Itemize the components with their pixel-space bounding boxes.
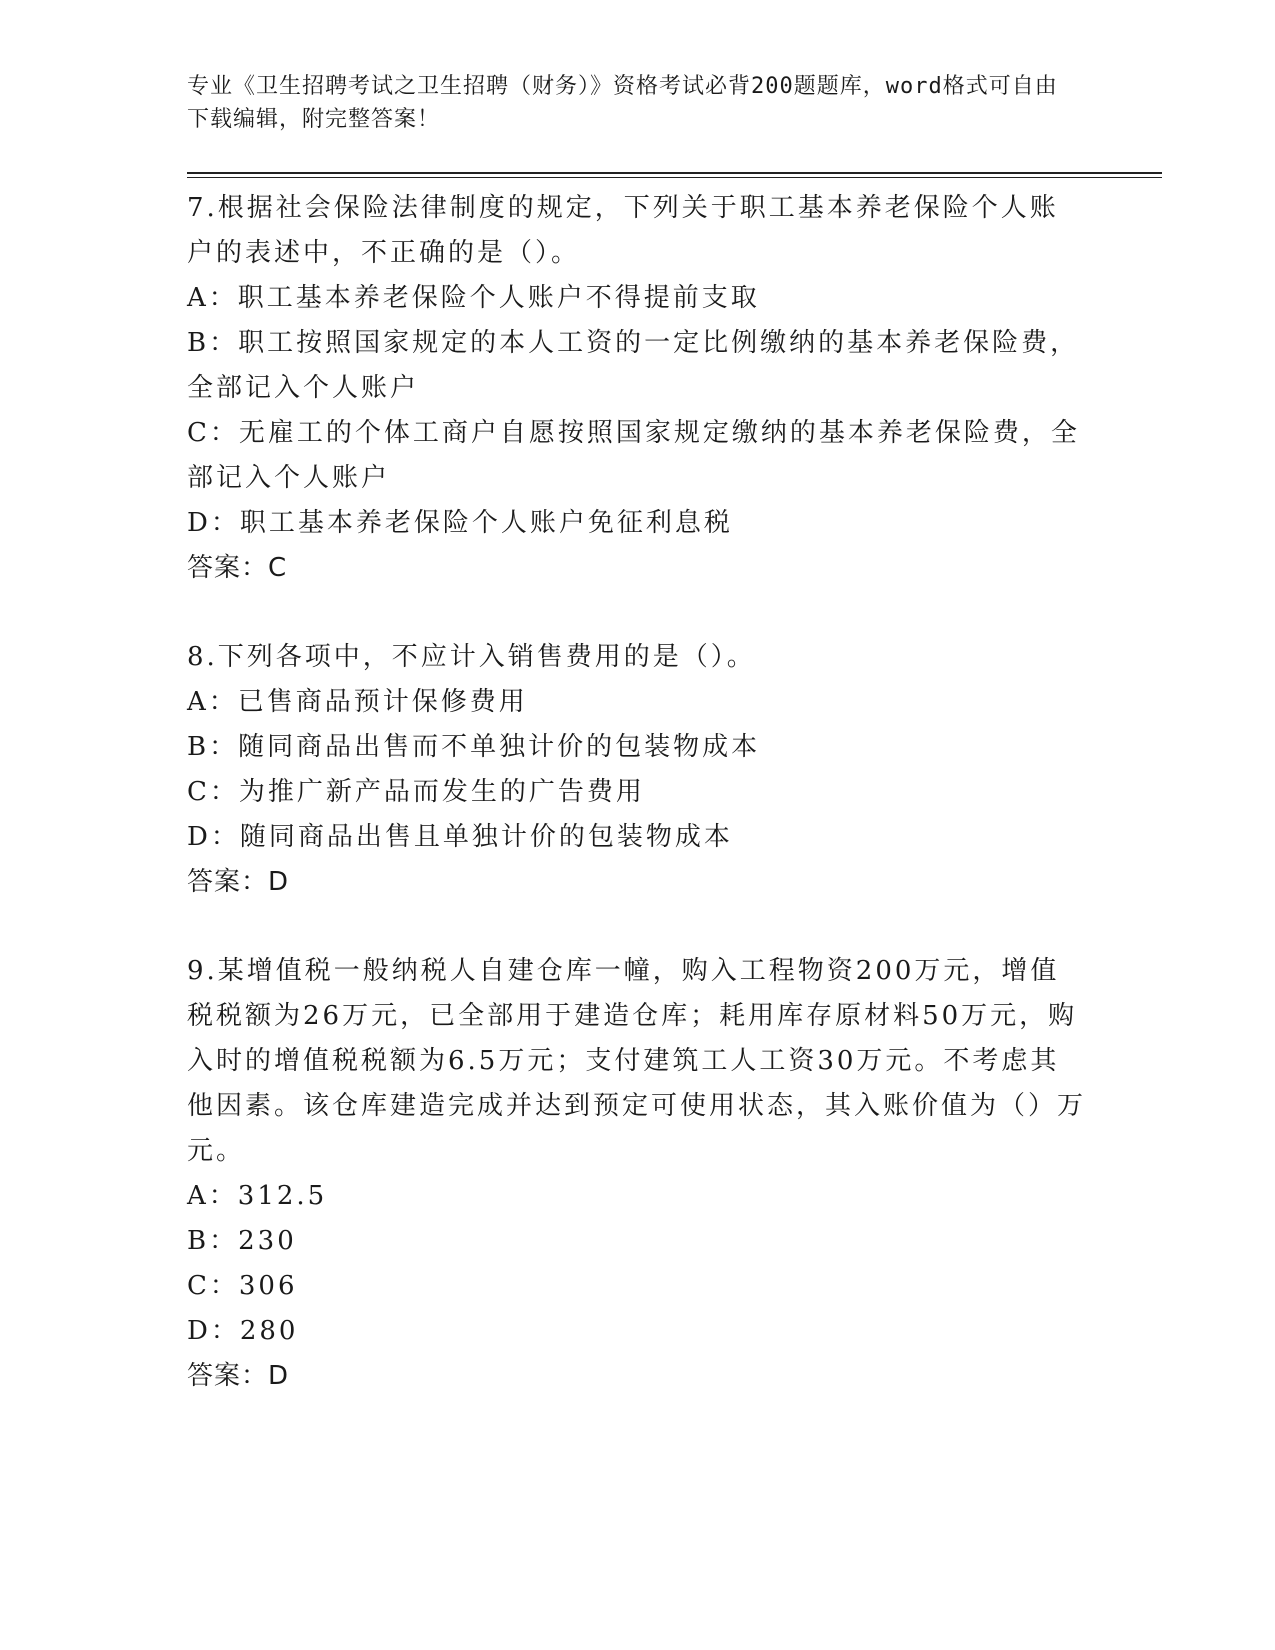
question-stem: 8.下列各项中，不应计入销售费用的是（）。	[187, 642, 756, 672]
option-a: A：已售商品预计保修费用	[187, 687, 528, 717]
option-c: C：无雇工的个体工商户自愿按照国家规定缴纳的基本养老保险费，全部记入个人账户	[187, 418, 1080, 493]
option-b: B：职工按照国家规定的本人工资的一定比例缴纳的基本养老保险费，全部记入个人账户	[187, 328, 1080, 403]
answer: 答案：C	[187, 553, 288, 583]
question-9	[187, 949, 1162, 1399]
question-stem: 9.某增值税一般纳税人自建仓库一幢，购入工程物资200万元，增值税税额为26万元，已全部用于建造仓库；耗用库存原材料50万元，购入时的增值税税额为6.5万元；支付建筑工人工资30万元。不考虑其他因素。该仓库建造完成并达到预定可使用状态，其入账价值为（）万元。	[187, 956, 1087, 1166]
option-a: A：职工基本养老保险个人账户不得提前支取	[187, 283, 760, 313]
question-stem: 7.根据社会保险法律制度的规定，下列关于职工基本养老保险个人账户的表述中，不正确的是（）。	[187, 193, 1059, 268]
header-divider	[187, 172, 1162, 178]
answer: 答案：D	[187, 1361, 290, 1391]
option-d: D：280	[187, 1316, 299, 1346]
document-page	[187, 70, 1162, 1399]
question-7	[187, 186, 1162, 591]
option-b: B：随同商品出售而不单独计价的包装物成本	[187, 732, 761, 762]
option-c: C：306	[187, 1271, 298, 1301]
option-b: B：230	[187, 1226, 297, 1256]
answer: 答案：D	[187, 867, 290, 897]
option-d: D：随同商品出售且单独计价的包装物成本	[187, 822, 733, 852]
question-8	[187, 635, 1162, 905]
option-a: A：312.5	[187, 1181, 328, 1211]
option-c: C：为推广新产品而发生的广告费用	[187, 777, 645, 807]
option-d: D：职工基本养老保险个人账户免征利息税	[187, 508, 733, 538]
document-header: 专业《卫生招聘考试之卫生招聘（财务）》资格考试必背200题题库，word格式可自由下载编辑，附完整答案！	[187, 74, 1058, 132]
